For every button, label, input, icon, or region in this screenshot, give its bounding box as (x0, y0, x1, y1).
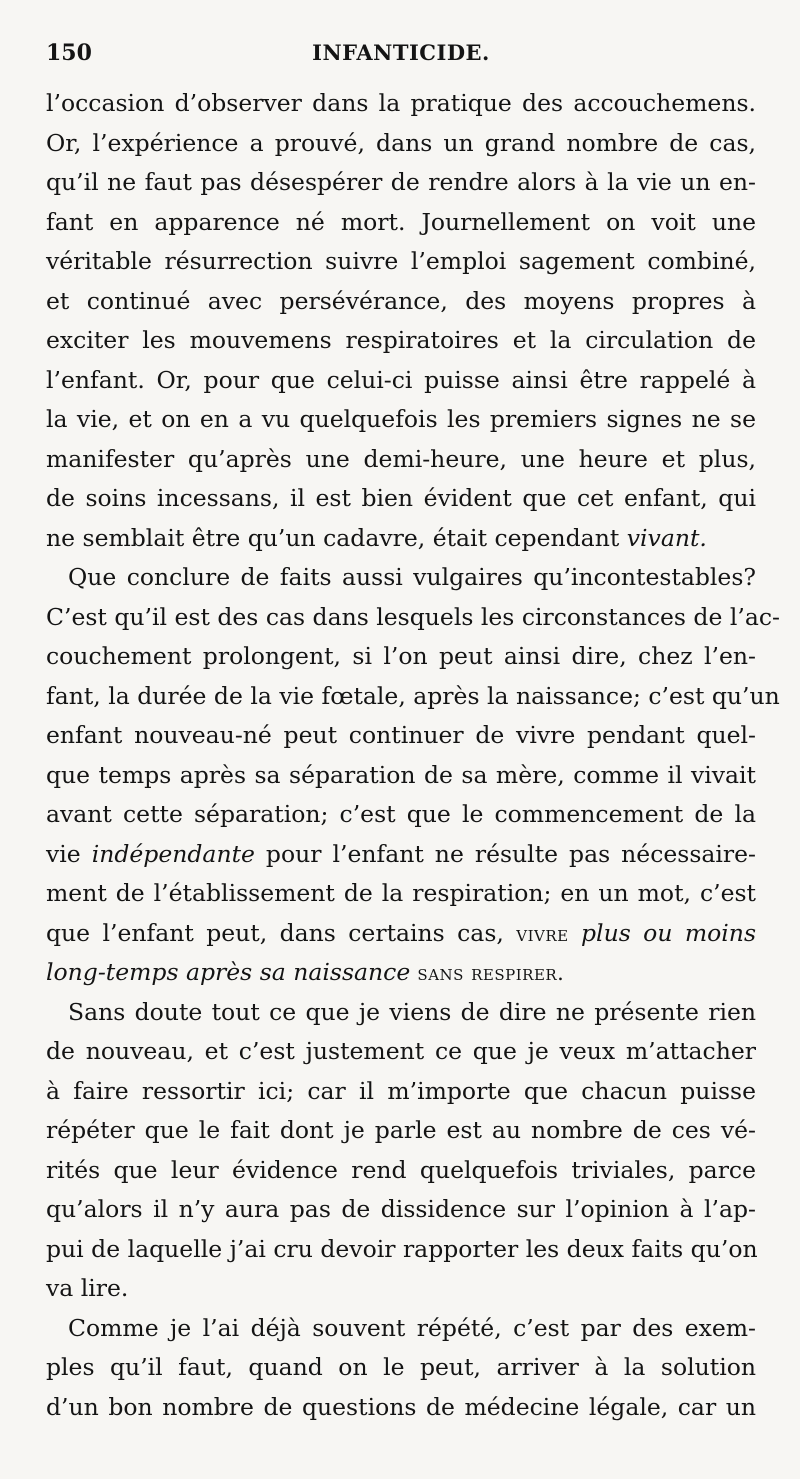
page-number: 150 (46, 40, 92, 66)
italic-phrase: plus ou moins (568, 918, 757, 947)
paragraph-4 (46, 1309, 756, 1428)
text-line: rités que leur évidence rend quelquefois triviales, parce (46, 1155, 756, 1184)
text-line: couchement prolongent, si l’on peut ainsi dire, chez l’en- (46, 642, 756, 670)
text-run: pour l’enfant ne résulte pas nécessaire- (254, 839, 756, 868)
text-line: Sans doute tout ce que je viens de dire ne présente rien (68, 997, 756, 1026)
text-line: que temps après sa séparation de sa mère, comme il vivait (46, 760, 756, 789)
text-line: véritable résurrection suivre l’emploi sagement combiné, (46, 247, 756, 275)
italic-word: vivant. (626, 523, 707, 552)
small-caps-word: vivre (516, 921, 569, 946)
text-line: qu’alors il n’y aura pas de dissidence sur l’opinion à l’ap- (46, 1195, 756, 1223)
text-line: Que conclure de faits aussi vulgaires qu’incontestables? (68, 563, 756, 591)
text-run: vie (46, 839, 92, 868)
paragraph-2 (46, 558, 780, 993)
italic-phrase: long-temps après sa naissance (46, 958, 411, 986)
text-run: que l’enfant peut, dans certains cas, (46, 918, 517, 947)
text-line (46, 914, 756, 954)
text-line (46, 953, 756, 993)
text-line: répéter que le fait dont je parle est au nombre de ces vé- (46, 1116, 756, 1144)
text-line: l’occasion d’observer dans la pratique des accouchemens. (46, 89, 756, 117)
text-line: l’enfant. Or, pour que celui-ci puisse ainsi être rappelé à (46, 365, 756, 394)
text-line: de nouveau, et c’est justement ce que je veux m’attacher (46, 1037, 756, 1065)
body-text (46, 84, 780, 1427)
text-line: Or, l’expérience a prouvé, dans un grand nombre de cas, (46, 128, 756, 157)
text-line: fant en apparence né mort. Journellement on voit une (46, 207, 756, 236)
text-line: fant, la durée de la vie fœtale, après la naissance; c’est qu’un (46, 681, 780, 710)
text-line: ples qu’il faut, quand on le peut, arriver à la solution (46, 1353, 756, 1381)
italic-word: indépendante (91, 839, 255, 868)
text-line: avant cette séparation; c’est que le commencement de la (46, 800, 756, 828)
text-line: qu’il ne faut pas désespérer de rendre alors à la vie un en- (46, 168, 756, 196)
text-line: d’un bon nombre de questions de médecine légale, car un (46, 1392, 756, 1421)
running-title: INFANTICIDE. (312, 40, 490, 65)
text-line: exciter les mouvemens respiratoires et la circulation de (46, 326, 756, 354)
text-run: ne semblait être qu’un cadavre, était cependant (46, 523, 627, 552)
text-line (46, 835, 756, 875)
text-line: enfant nouveau-né peut continuer de vivre pendant quel- (46, 721, 756, 749)
text-line: ment de l’établissement de la respiration; en un mot, c’est (46, 879, 756, 907)
text-line: pui de laquelle j’ai cru devoir rapporter les deux faits qu’on (46, 1234, 758, 1263)
text-line: la vie, et on en a vu quelquefois les premiers signes ne se (46, 405, 756, 433)
page-header (46, 40, 756, 76)
text-line (46, 519, 756, 559)
paragraph-3 (46, 993, 756, 1309)
text-line: C’est qu’il est des cas dans lesquels les circonstances de l’ac- (46, 602, 780, 631)
paragraph-1 (46, 84, 756, 558)
text-line: manifester qu’après une demi-heure, une heure et plus, (46, 444, 756, 473)
text-line: de soins incessans, il est bien évident que cet enfant, qui (46, 484, 756, 512)
text-line: à faire ressortir ici; car il m’importe que chacun puisse (46, 1076, 756, 1105)
text-line: et continué avec persévérance, des moyens propres à (46, 286, 756, 315)
text-line: va lire. (46, 1274, 129, 1302)
text-line: Comme je l’ai déjà souvent répété, c’est par des exem- (68, 1313, 756, 1342)
small-caps-phrase: sans respirer. (410, 961, 565, 985)
